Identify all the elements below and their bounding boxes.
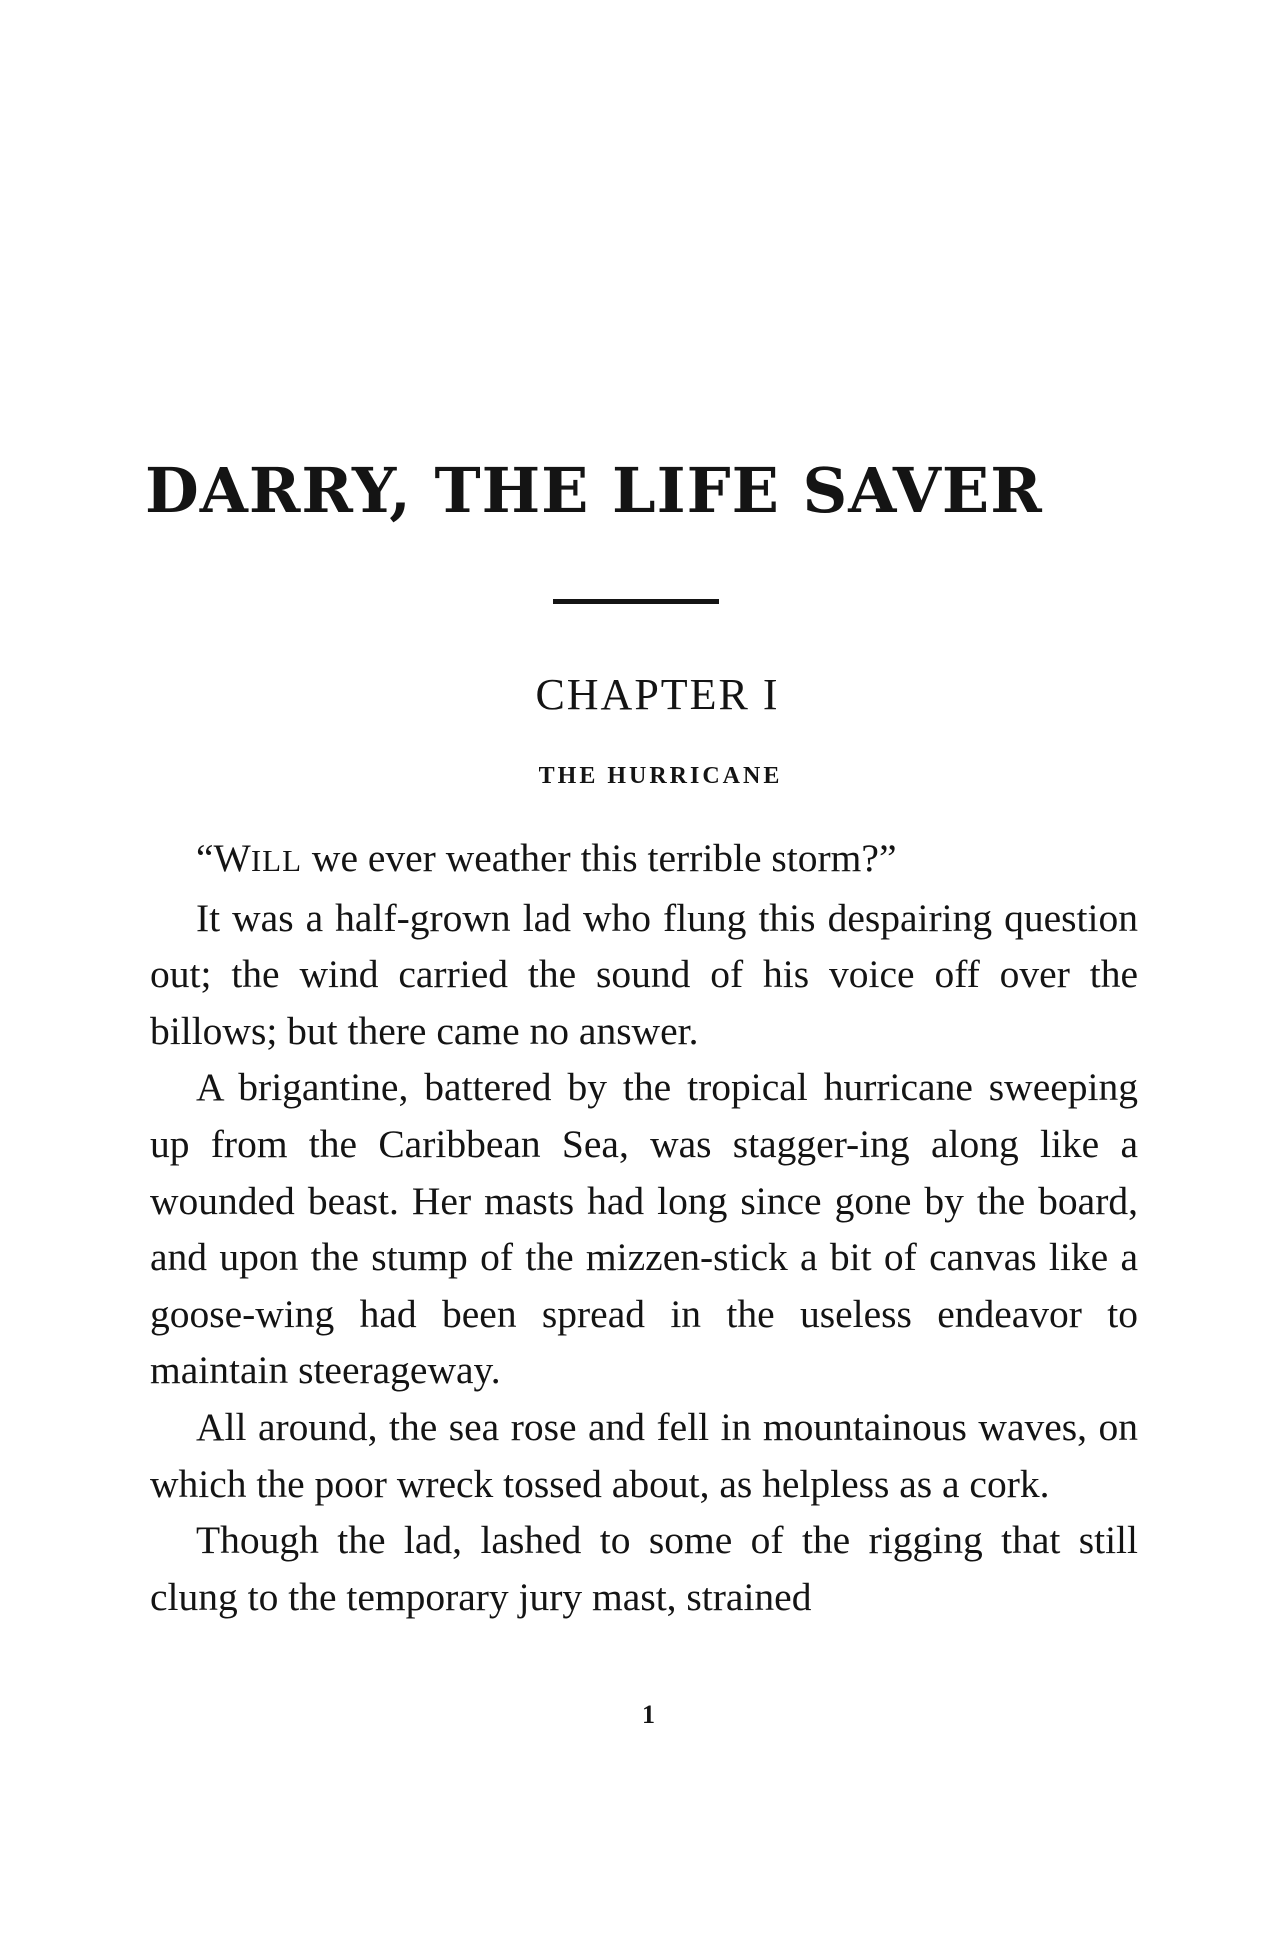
book-title: DARRY, THE LIFE SAVER [145,454,1043,527]
paragraph-5: Though the lad, lashed to some of the rigging that still clung to the temporary jury mast, strained [150,1518,1138,1619]
paragraph-1: “WILL we ever weather this terrible storm?” [196,836,897,880]
paragraph-2: It was a half-grown lad who flung this despairing question out; the wind carried the sound of his voice off over the billows; but there came no answer. [150,895,1138,1053]
drop-cap-letter: W [213,836,251,880]
paragraph-4: All around, the sea rose and fell in mountainous waves, on which the poor wreck tossed about, as helpless as a cork. [150,1404,1138,1506]
body-text [150,830,1138,1625]
small-caps-word: ILL [250,843,303,878]
chapter-title: THE HURRICANE [538,763,783,789]
paragraph-1-text: we ever weather this terrible storm?” [302,836,897,880]
page-number: 1 [642,1700,655,1729]
title-divider [553,599,719,604]
paragraph-3: A brigantine, battered by the tropical hurricane sweeping up from the Caribbean Sea, was stagger-ing along like a wounded beast. Her masts had long since gone by the board, and upon the stump of the mizzen-stick a bit of canvas like a goose-wing had been spread in the useless endeavor to maintain steerageway. [150,1065,1138,1393]
chapter-number: CHAPTER I [535,670,780,719]
